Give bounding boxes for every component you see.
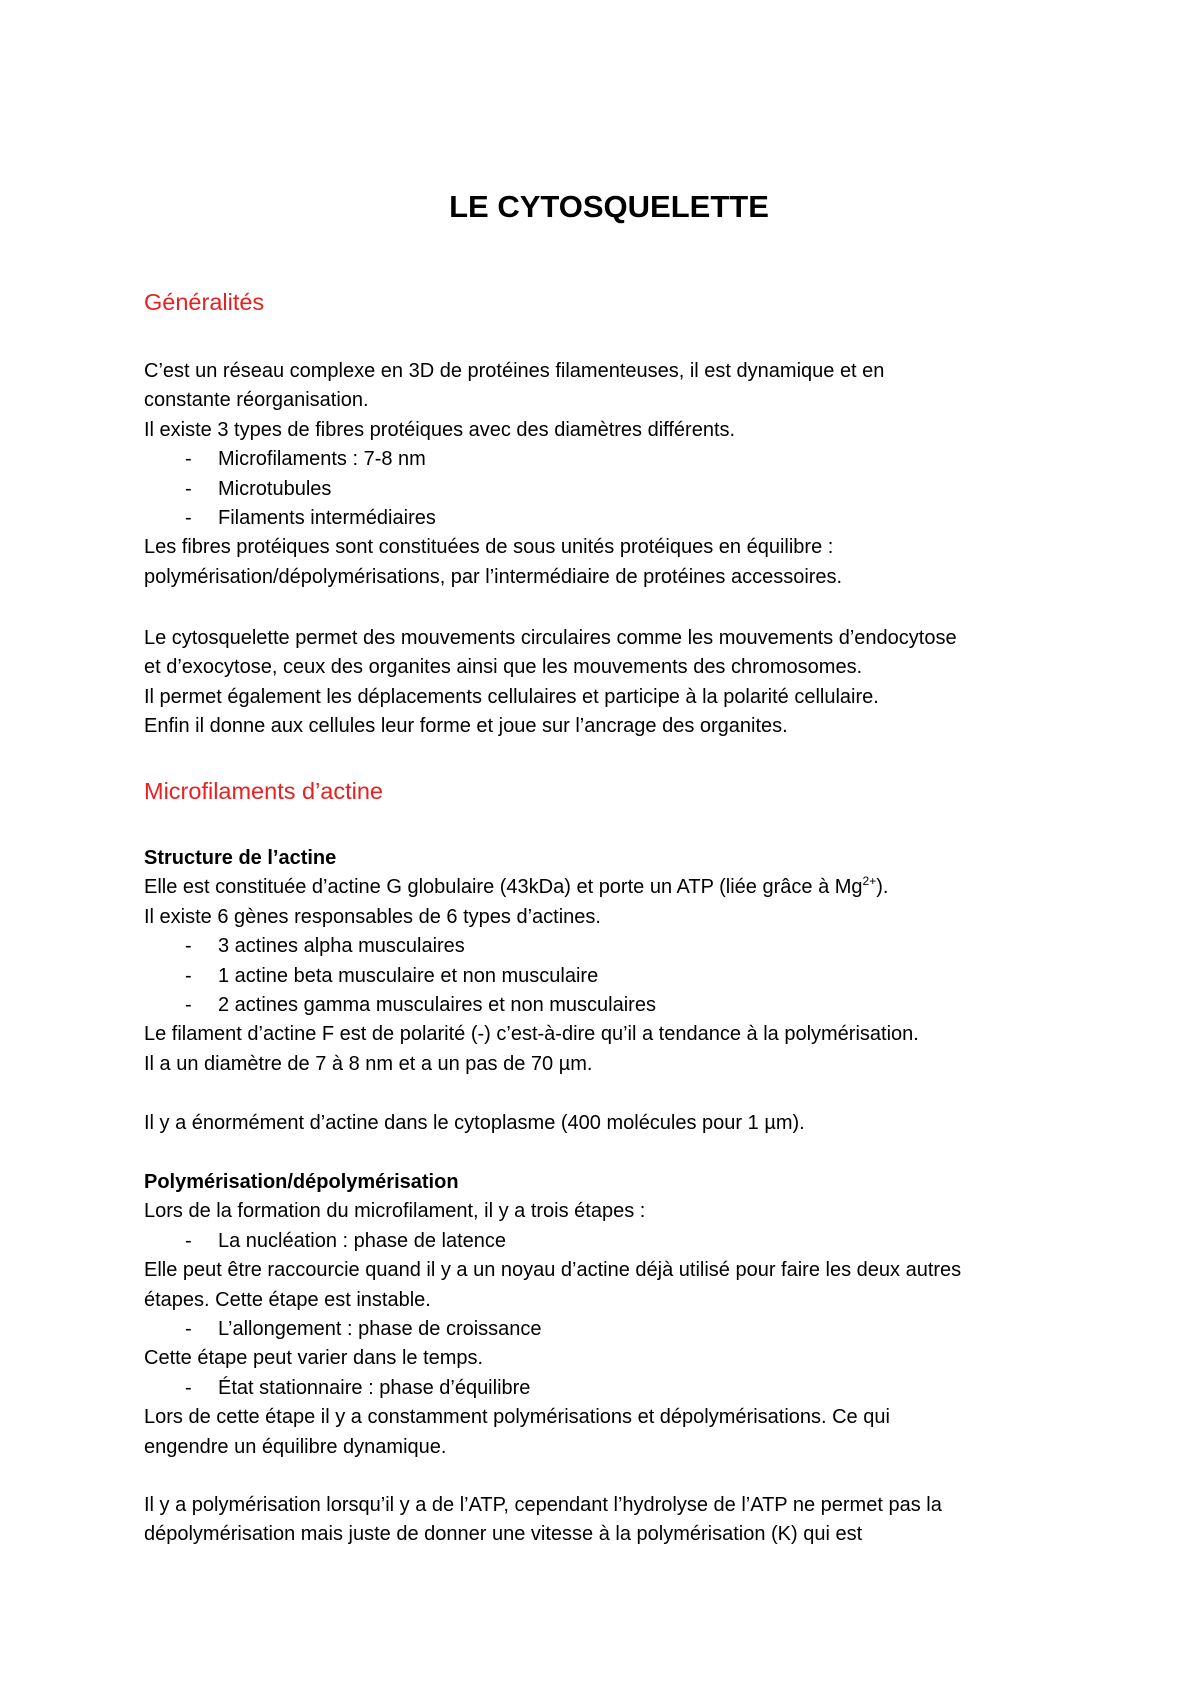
bullet-item bbox=[144, 475, 1074, 504]
paragraph-line: engendre un équilibre dynamique. bbox=[144, 1435, 447, 1458]
bullet-item bbox=[144, 1374, 1074, 1403]
structure-actine-body bbox=[144, 844, 1074, 1079]
paragraph-line: C’est un réseau complexe en 3D de protéines filamenteuses, il est dynamique et en bbox=[144, 360, 885, 382]
bullet-dash: - bbox=[185, 1376, 192, 1399]
bullet-text: L’allongement : phase de croissance bbox=[218, 1317, 542, 1340]
bullet-dash: - bbox=[185, 448, 192, 471]
paragraph-line: et d’exocytose, ceux des organites ainsi que les mouvements des chromosomes. bbox=[144, 656, 863, 679]
polymerisation-body bbox=[144, 1168, 1074, 1462]
paragraph-line: Enfin il donne aux cellules leur forme et joue sur l’ancrage des organites. bbox=[144, 715, 788, 738]
subheading-structure: Structure de l’actine bbox=[144, 847, 337, 869]
bullet-text: Microfilaments : 7-8 nm bbox=[218, 448, 426, 471]
paragraph-line: Cette étape peut varier dans le temps. bbox=[144, 1347, 484, 1370]
superscript: 2+ bbox=[862, 874, 877, 889]
paragraph-line: Il y a énormément d’actine dans le cytoplasme (400 molécules pour 1 µm). bbox=[144, 1112, 805, 1134]
bullet-item bbox=[144, 962, 1074, 991]
paragraph-line: Il permet également les déplacements cellulaires et participe à la polarité cellulaire. bbox=[144, 685, 879, 708]
paragraph-line: Le filament d’actine F est de polarité (-) c’est-à-dire qu’il a tendance à la polymérisation. bbox=[144, 1023, 919, 1046]
subheading-polymerisation: Polymérisation/dépolymérisation bbox=[144, 1171, 459, 1193]
paragraph-line: Il a un diamètre de 7 à 8 nm et a un pas de 70 µm. bbox=[144, 1052, 593, 1075]
bullet-text: État stationnaire : phase d’équilibre bbox=[218, 1376, 531, 1399]
structure-actine-note bbox=[144, 1109, 1074, 1138]
polymerisation-body-2 bbox=[144, 1491, 1074, 1550]
paragraph-line: Le cytosquelette permet des mouvements circulaires comme les mouvements d’endocytose bbox=[144, 627, 957, 649]
paragraph-line: Lors de la formation du microfilament, il y a trois étapes : bbox=[144, 1200, 646, 1223]
paragraph-line: Lors de cette étape il y a constamment polymérisations et dépolymérisations. Ce qui bbox=[144, 1406, 890, 1429]
bullet-dash: - bbox=[185, 477, 192, 500]
paragraph-line: constante réorganisation. bbox=[144, 389, 369, 412]
paragraph-line: polymérisation/dépolymérisations, par l’intermédiaire de protéines accessoires. bbox=[144, 565, 843, 588]
paragraph-line: Il y a polymérisation lorsqu’il y a de l’ATP, cependant l’hydrolyse de l’ATP ne permet pas la bbox=[144, 1494, 942, 1516]
paragraph-line: Elle peut être raccourcie quand il y a un noyau d’actine déjà utilisé pour faire les deux autres bbox=[144, 1259, 962, 1282]
document-title: LE CYTOSQUELETTE bbox=[449, 189, 769, 224]
bullet-item bbox=[144, 445, 1074, 474]
section-heading-microfilaments: Microfilaments d’actine bbox=[144, 778, 384, 804]
bullet-dash: - bbox=[185, 935, 192, 958]
bullet-text: 3 actines alpha musculaires bbox=[218, 935, 465, 958]
paragraph-line bbox=[144, 873, 1074, 902]
bullet-dash: - bbox=[185, 1317, 192, 1340]
bullet-item bbox=[144, 932, 1074, 961]
bullet-dash: - bbox=[185, 1229, 192, 1252]
paragraph-line: dépolymérisation mais juste de donner une vitesse à la polymérisation (K) qui est bbox=[144, 1523, 863, 1546]
bullet-dash: - bbox=[185, 506, 192, 529]
paragraph-line: Il existe 6 gènes responsables de 6 types d’actines. bbox=[144, 905, 601, 928]
bullet-text: Microtubules bbox=[218, 477, 332, 500]
section-heading-generalites: Généralités bbox=[144, 289, 265, 315]
bullet-item bbox=[144, 1315, 1074, 1344]
bullet-dash: - bbox=[185, 964, 192, 987]
paragraph-line: étapes. Cette étape est instable. bbox=[144, 1288, 431, 1311]
paragraph-line: Il existe 3 types de fibres protéiques avec des diamètres différents. bbox=[144, 418, 736, 441]
bullet-dash: - bbox=[185, 993, 192, 1016]
bullet-text: La nucléation : phase de latence bbox=[218, 1229, 506, 1252]
bullet-text: 2 actines gamma musculaires et non musculaires bbox=[218, 993, 656, 1016]
text-part: ). bbox=[876, 876, 889, 899]
paragraph-line: Les fibres protéiques sont constituées de sous unités protéiques en équilibre : bbox=[144, 536, 834, 559]
bullet-item bbox=[144, 1227, 1074, 1256]
text-part: Elle est constituée d’actine G globulaire (43kDa) et porte un ATP (liée grâce à Mg bbox=[144, 876, 863, 899]
bullet-item bbox=[144, 504, 1074, 533]
generalites-body bbox=[144, 357, 1074, 592]
generalites-body-2 bbox=[144, 624, 1074, 742]
bullet-text: 1 actine beta musculaire et non musculaire bbox=[218, 964, 599, 987]
bullet-item bbox=[144, 991, 1074, 1020]
bullet-text: Filaments intermédiaires bbox=[218, 506, 436, 529]
